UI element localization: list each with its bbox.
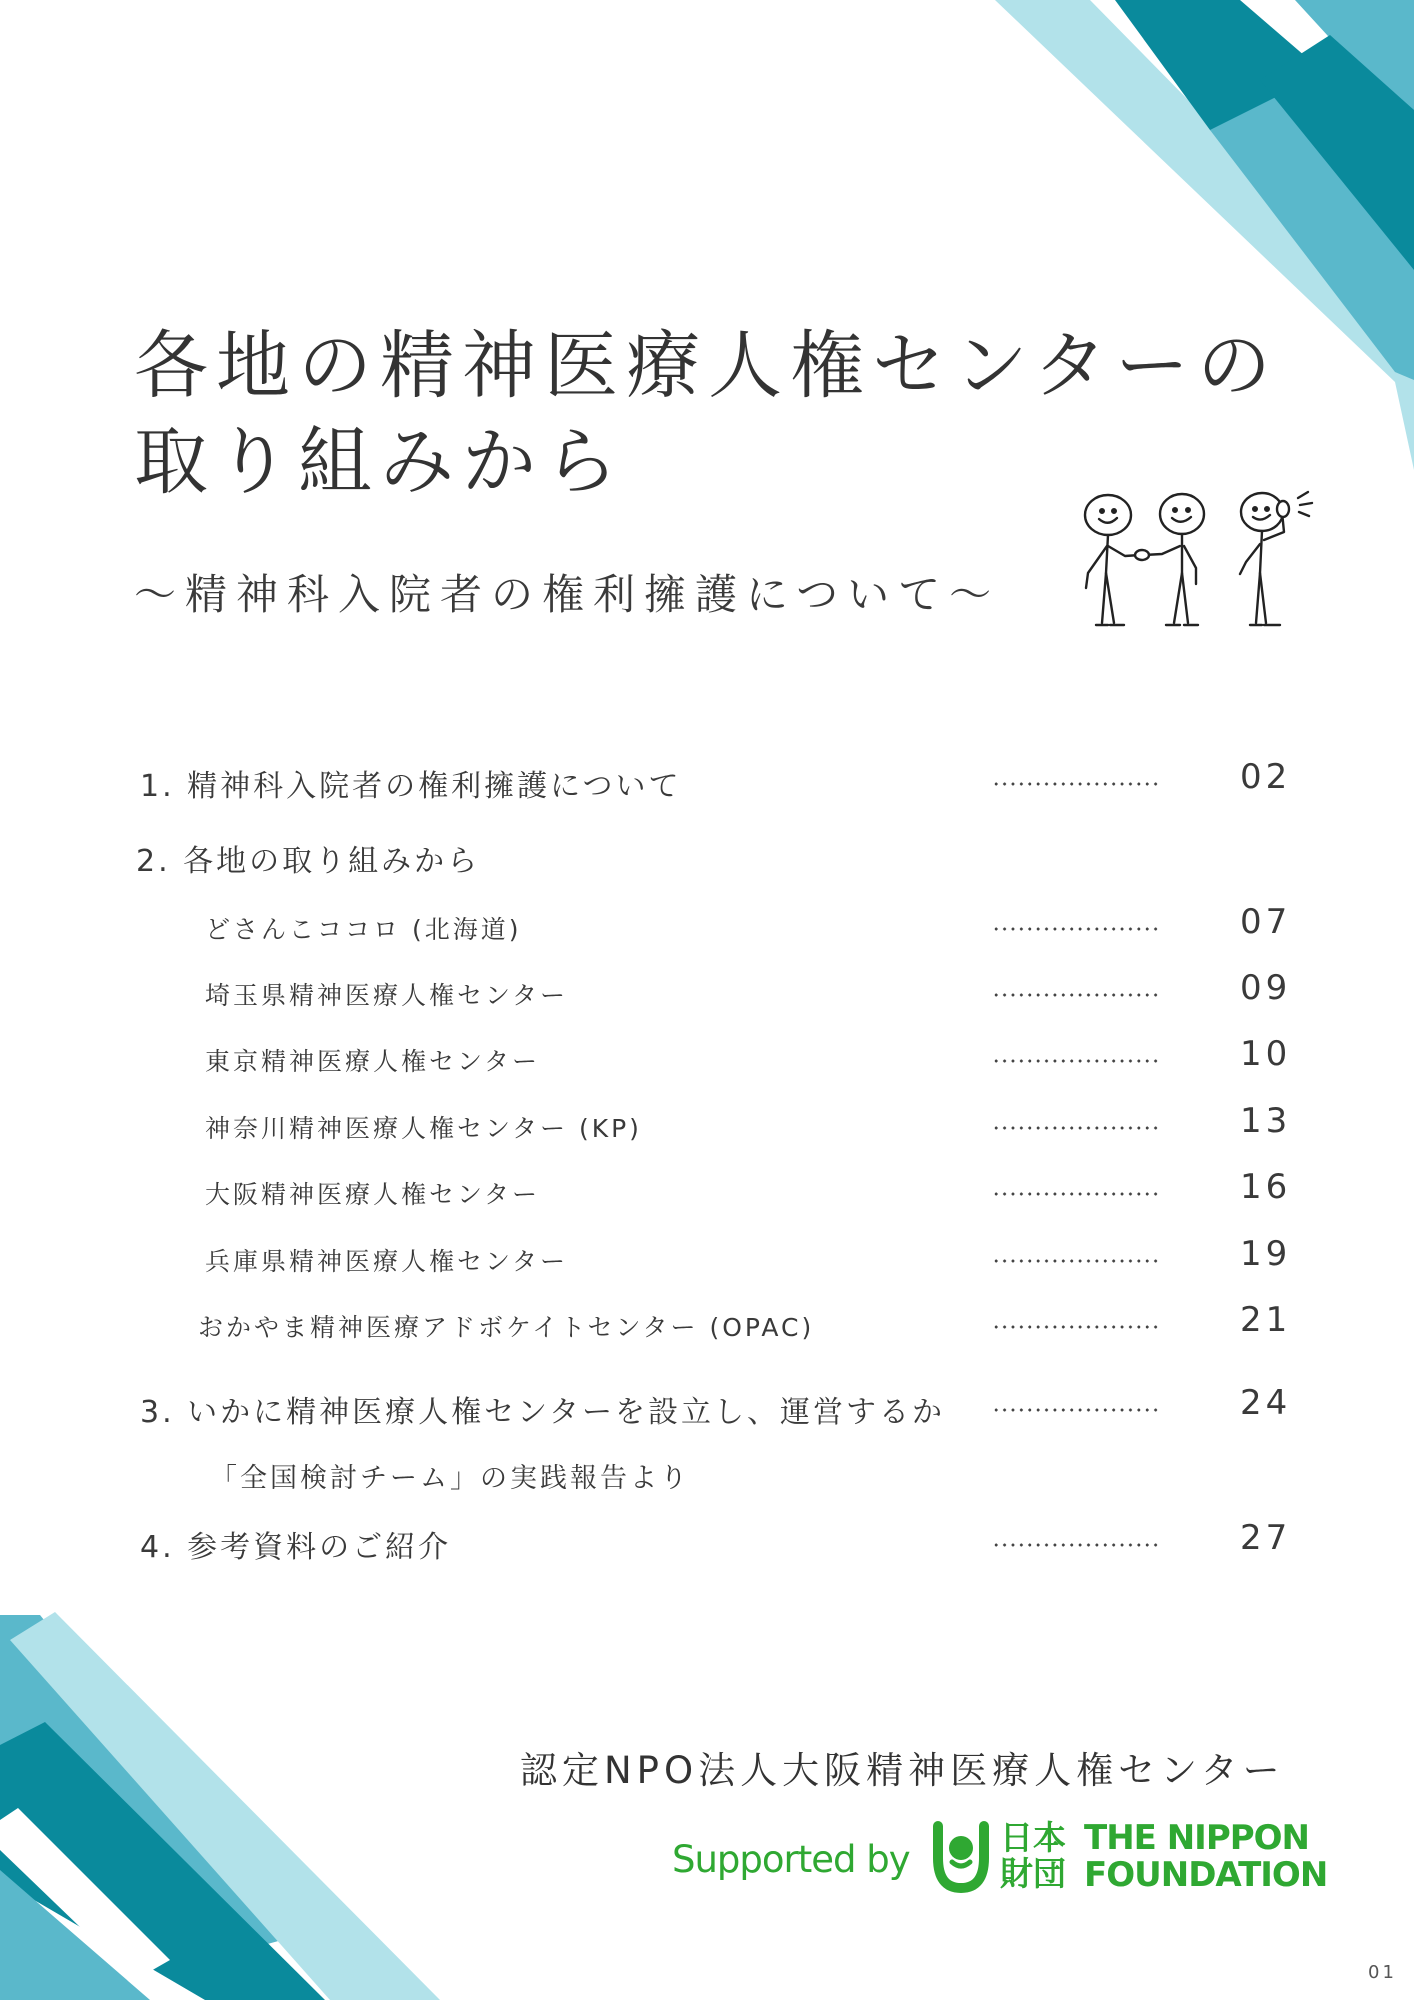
- toc-item-label: 埼玉県精神医療人権センター: [205, 981, 569, 1010]
- toc-item-label: どさんこココロ (北海道): [205, 915, 522, 944]
- dot-leader: [992, 993, 1160, 997]
- logo-kanji: [1000, 1820, 1074, 1892]
- toc-item-label: 神奈川精神医療人権センター (KP): [205, 1114, 642, 1143]
- toc-page-number: 21: [1240, 1300, 1292, 1340]
- dot-leader: [992, 782, 1160, 786]
- toc-item-label: 大阪精神医療人権センター: [205, 1180, 541, 1209]
- title-line-1: 各地の精神医療人権センターの: [134, 323, 1280, 409]
- toc-item-label: 4. 参考資料のご紹介: [140, 1530, 452, 1565]
- logo-english: [1084, 1820, 1327, 1894]
- toc-item-label: 東京精神医療人権センター: [205, 1047, 541, 1076]
- organization-name: 認定NPO法人大阪精神医療人権センター: [520, 1749, 1285, 1792]
- dot-leader: [992, 1408, 1160, 1412]
- title-line-2: 取り組みから: [134, 419, 626, 505]
- dot-leader: [992, 927, 1160, 931]
- dot-leader: [992, 1192, 1160, 1196]
- stick-figures-illustration: [1070, 488, 1334, 638]
- toc-page-number: 13: [1240, 1101, 1292, 1141]
- toc-page-number: 02: [1240, 757, 1292, 797]
- dot-leader: [992, 1059, 1160, 1063]
- dot-leader: [992, 1126, 1160, 1130]
- toc-page-number: 10: [1240, 1034, 1292, 1074]
- toc-item-label: 2. 各地の取り組みから: [136, 844, 481, 879]
- toc-page-number: 16: [1240, 1167, 1292, 1207]
- toc-page-number: 19: [1240, 1234, 1292, 1274]
- toc-item-label: 「全国検討チーム」の実践報告より: [210, 1463, 690, 1494]
- toc-page-number: 24: [1240, 1383, 1292, 1423]
- dot-leader: [992, 1259, 1160, 1263]
- dot-leader: [992, 1543, 1160, 1547]
- nippon-foundation-logo-icon: [930, 1818, 992, 1894]
- toc-page-number: 09: [1240, 968, 1292, 1008]
- toc-item-label: 兵庫県精神医療人権センター: [205, 1247, 569, 1276]
- toc-item-label: おかやま精神医療アドボケイトセンター (OPAC): [198, 1313, 815, 1342]
- document-subtitle: ～精神科入院者の権利擁護について～: [134, 570, 1001, 619]
- toc-item-label: 3. いかに精神医療人権センターを設立し、運営するか: [140, 1395, 945, 1430]
- logo-english-line-2: FOUNDATION: [1084, 1855, 1328, 1895]
- toc-page-number: 27: [1240, 1518, 1292, 1558]
- supported-by-text: Supported by: [672, 1838, 910, 1881]
- document-title: [134, 318, 1279, 510]
- toc-page-number: 07: [1240, 902, 1292, 942]
- dot-leader: [992, 1325, 1160, 1329]
- nippon-foundation-logo: [930, 1818, 1328, 1895]
- logo-kanji-line-2: 財団: [1000, 1854, 1066, 1893]
- logo-kanji-line-1: 日本: [1000, 1818, 1066, 1857]
- page-number: 01: [1368, 1962, 1397, 1983]
- toc-item-label: 1. 精神科入院者の権利擁護について: [140, 769, 682, 804]
- logo-english-line-1: THE NIPPON: [1084, 1818, 1310, 1858]
